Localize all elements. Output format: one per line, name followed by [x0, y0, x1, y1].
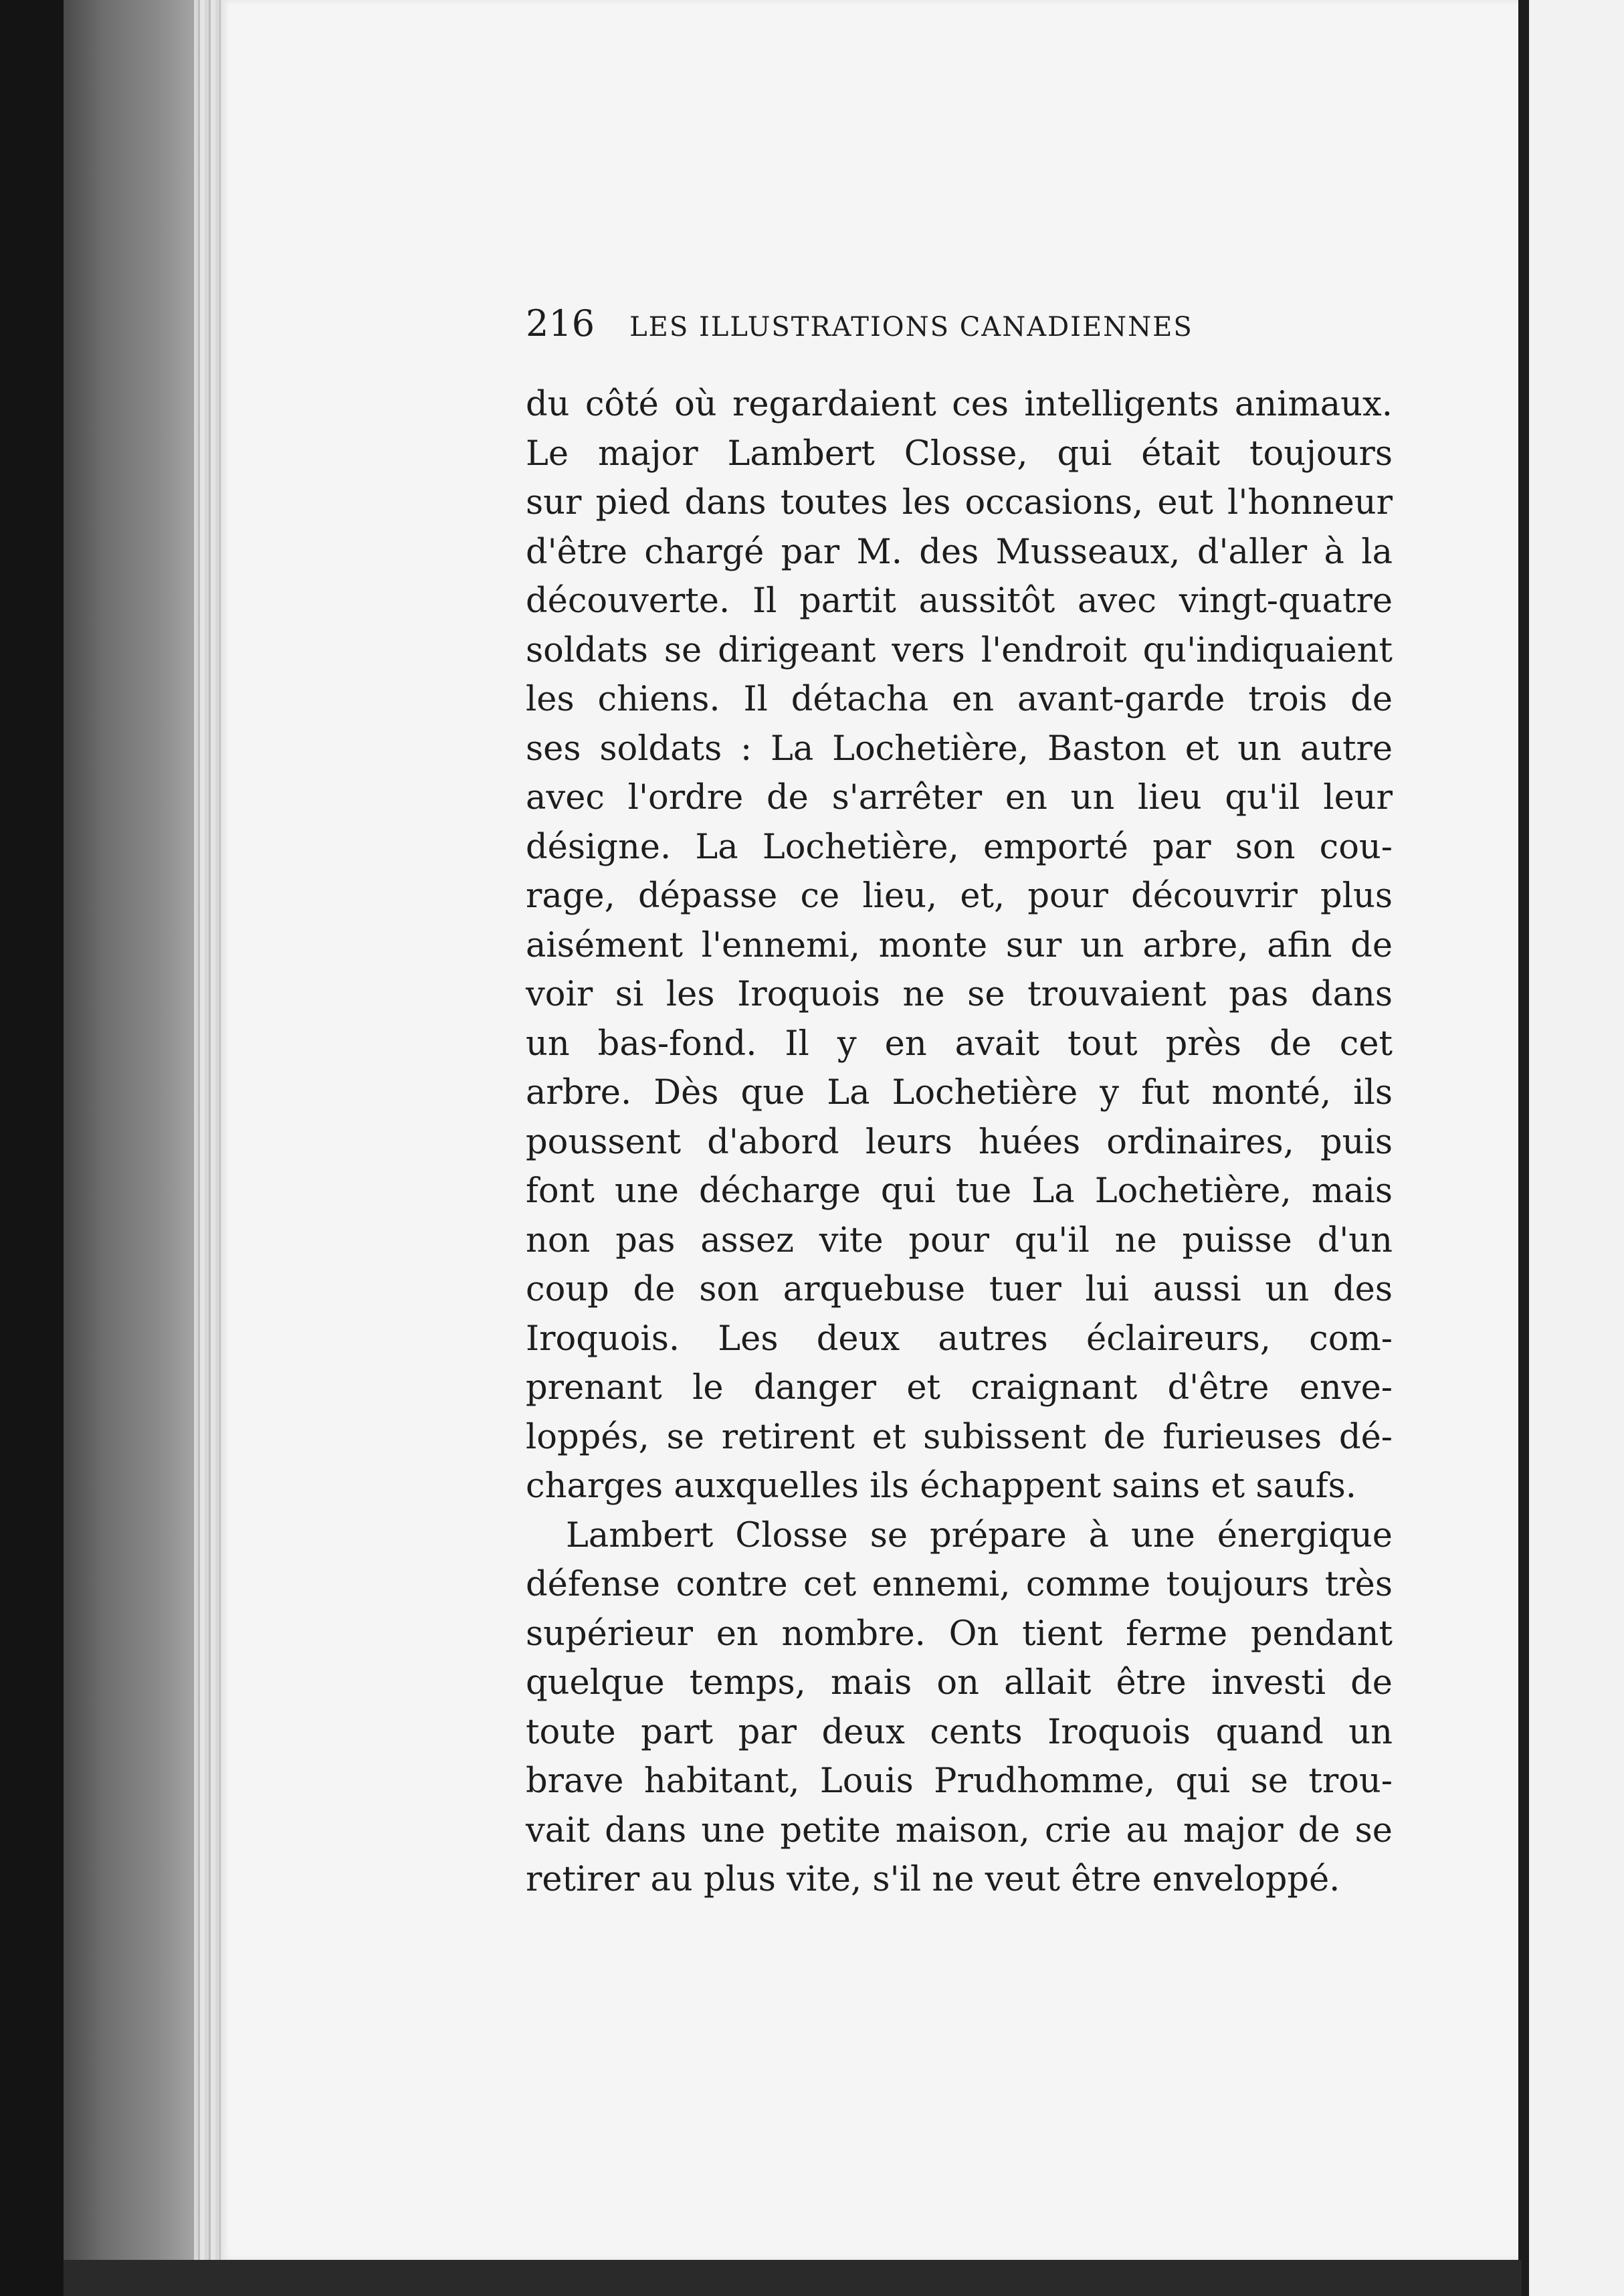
- running-head-title: LES ILLUSTRATIONS CANADIENNES: [629, 312, 1193, 343]
- text-line: quelque temps, mais on allait être investi de: [526, 1663, 1393, 1703]
- text-line: supérieur en nombre. On tient ferme pendant: [526, 1614, 1393, 1654]
- text-line: du côté où regardaient ces intelligents animaux.: [526, 385, 1393, 424]
- text-line: prenant le danger et craignant d'être enve-: [526, 1368, 1393, 1408]
- text-line: défense contre cet ennemi, comme toujours très: [526, 1565, 1393, 1604]
- text-line: poussent d'abord leurs huées ordinaires, puis: [526, 1122, 1393, 1162]
- text-line: vait dans une petite maison, crie au major de se: [526, 1810, 1393, 1850]
- text-line: brave habitant, Louis Prudhomme, qui se trou-: [526, 1761, 1393, 1801]
- text-line: Lambert Closse se prépare à une énergique: [566, 1515, 1393, 1555]
- paragraph-2: [526, 1511, 1393, 1905]
- page-number: 216: [526, 302, 595, 345]
- body-text: [526, 380, 1393, 1905]
- text-line: non pas assez vite pour qu'il ne puisse d'un: [526, 1220, 1393, 1260]
- scan-border-right: [1518, 0, 1529, 2296]
- text-line: avec l'ordre de s'arrêter en un lieu qu'il leur: [526, 778, 1393, 818]
- text-line: Le major Lambert Closse, qui était toujours: [526, 434, 1393, 474]
- text-line: ses soldats : La Lochetière, Baston et un autre: [526, 729, 1393, 769]
- text-line: soldats se dirigeant vers l'endroit qu'indiquaient: [526, 630, 1393, 670]
- running-head: [526, 302, 1271, 349]
- text-line: d'être chargé par M. des Musseaux, d'aller à la: [526, 532, 1393, 572]
- scan-margin-right: [1529, 0, 1624, 2296]
- text-line: voir si les Iroquois ne se trouvaient pas dans: [526, 975, 1393, 1014]
- book-page-edges: [64, 0, 197, 2296]
- paragraph-1: [526, 380, 1393, 1511]
- text-line: arbre. Dès que La Lochetière y fut monté, ils: [526, 1073, 1393, 1113]
- text-line: un bas-fond. Il y en avait tout près de cet: [526, 1024, 1393, 1064]
- text-line: loppés, se retirent et subissent de furieuses dé-: [526, 1417, 1393, 1457]
- text-line: font une décharge qui tue La Lochetière, mais: [526, 1171, 1393, 1211]
- text-line: Iroquois. Les deux autres éclaireurs, com-: [526, 1319, 1393, 1359]
- text-line: sur pied dans toutes les occasions, eut l'honneur: [526, 483, 1393, 522]
- text-line: retirer au plus vite, s'il ne veut être enveloppé.: [526, 1860, 1340, 1899]
- text-line: les chiens. Il détacha en avant-garde trois de: [526, 680, 1393, 719]
- text-line: rage, dépasse ce lieu, et, pour découvrir plus: [526, 876, 1393, 916]
- text-line: désigne. La Lochetière, emporté par son cou-: [526, 827, 1393, 867]
- scan-border-bottom: [64, 2260, 1522, 2296]
- text-line: charges auxquelles ils échappent sains et saufs.: [526, 1466, 1357, 1506]
- text-line: coup de son arquebuse tuer lui aussi un des: [526, 1270, 1393, 1309]
- text-line: aisément l'ennemi, monte sur un arbre, afin de: [526, 925, 1393, 965]
- text-line: découverte. Il partit aussitôt avec vingt-quatre: [526, 581, 1393, 621]
- scan-background-left: [0, 0, 64, 2296]
- text-line: toute part par deux cents Iroquois quand un: [526, 1712, 1393, 1752]
